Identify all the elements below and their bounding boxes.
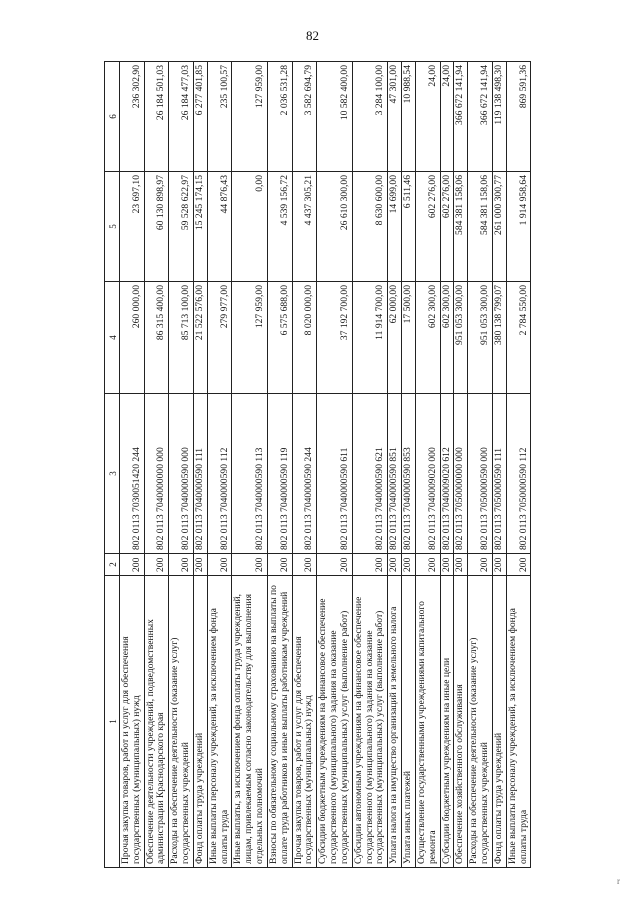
budget-code-cell: 802 0113 7040009020 000 xyxy=(415,394,440,554)
expense-name-cell: Уплата налога на имущество организаций и земельного налога xyxy=(388,576,402,868)
table-row xyxy=(415,62,440,868)
planned-amount-cell: 279 977,00 xyxy=(207,282,232,394)
budget-code-cell: 802 0113 7040000590 112 xyxy=(207,394,232,554)
planned-amount-cell: 8 020 000,00 xyxy=(292,282,317,394)
remaining-amount-cell: 26 184 501,03 xyxy=(144,62,169,172)
planned-amount-cell: 2 784 550,00 xyxy=(506,282,531,394)
planned-amount-cell: 6 575 688,00 xyxy=(267,282,292,394)
executed-amount-cell: 6 511,46 xyxy=(402,172,416,282)
executed-amount-cell: 584 381 158,06 xyxy=(468,172,493,282)
expense-name-cell: Расходы на обеспечение деятельности (оказание услуг) государственных учреждений xyxy=(169,576,194,868)
planned-amount-cell: 951 053 300,00 xyxy=(468,282,493,394)
executed-amount-cell: 59 528 622,97 xyxy=(169,172,194,282)
budget-code-cell: 802 0113 7040000590 113 xyxy=(232,394,267,554)
remaining-amount-cell: 127 959,00 xyxy=(232,62,267,172)
executed-amount-cell: 26 610 300,00 xyxy=(317,172,352,282)
remaining-amount-cell: 47 301,00 xyxy=(388,62,402,172)
expense-name-cell: Расходы на обеспечение деятельности (оказание услуг) государственных учреждений xyxy=(468,576,493,868)
table-row xyxy=(169,62,194,868)
table-row xyxy=(207,62,232,868)
executed-amount-cell: 602 276,00 xyxy=(415,172,440,282)
remaining-amount-cell: 869 591,36 xyxy=(506,62,531,172)
budget-code-cell: 802 0113 7040000590 621 xyxy=(352,394,387,554)
executed-amount-cell: 602 276,00 xyxy=(440,172,454,282)
table-header-row xyxy=(105,62,120,868)
table-row xyxy=(193,62,207,868)
expense-name-cell: Субсидии бюджетным учреждениям на иные цели xyxy=(440,576,454,868)
expense-name-cell: Иные выплаты, за исключением фонда оплаты труда учреждений, лицам, привлекаемым согласно законодательству для выполнения отдельных полномочий xyxy=(232,576,267,868)
budget-code-cell: 802 0113 7030051420 244 xyxy=(120,394,145,554)
table-row xyxy=(454,62,468,868)
table-row xyxy=(120,62,145,868)
budget-code-cell: 802 0113 7040000590 000 xyxy=(169,394,194,554)
group-code-cell: 200 xyxy=(232,554,267,576)
executed-amount-cell: 1 914 958,64 xyxy=(506,172,531,282)
budget-code-cell: 802 0113 7040000590 119 xyxy=(267,394,292,554)
planned-amount-cell: 602 300,00 xyxy=(415,282,440,394)
executed-amount-cell: 23 697,10 xyxy=(120,172,145,282)
table-row xyxy=(492,62,506,868)
remaining-amount-cell: 24,00 xyxy=(415,62,440,172)
header-cell: 1 xyxy=(105,576,120,868)
executed-amount-cell: 4 539 156,72 xyxy=(267,172,292,282)
group-code-cell: 200 xyxy=(388,554,402,576)
group-code-cell: 200 xyxy=(144,554,169,576)
planned-amount-cell: 127 959,00 xyxy=(232,282,267,394)
expense-name-cell: Иные выплаты персоналу учреждений, за исключением фонда оплаты труда xyxy=(207,576,232,868)
planned-amount-cell: 37 192 700,00 xyxy=(317,282,352,394)
expense-name-cell: Фонд оплаты труда учреждений xyxy=(193,576,207,868)
budget-code-cell: 802 0113 7040000000 000 xyxy=(144,394,169,554)
group-code-cell: 200 xyxy=(415,554,440,576)
table-row xyxy=(232,62,267,868)
budget-table-body xyxy=(105,62,531,868)
remaining-amount-cell: 366 672 141,94 xyxy=(468,62,493,172)
remaining-amount-cell: 10 582 400,00 xyxy=(317,62,352,172)
group-code-cell: 200 xyxy=(317,554,352,576)
planned-amount-cell: 951 053 300,00 xyxy=(454,282,468,394)
budget-code-cell: 802 0113 7040000590 851 xyxy=(388,394,402,554)
group-code-cell: 200 xyxy=(352,554,387,576)
remaining-amount-cell: 3 582 694,79 xyxy=(292,62,317,172)
executed-amount-cell: 8 630 600,00 xyxy=(352,172,387,282)
table-row xyxy=(440,62,454,868)
expense-name-cell: Субсидии бюджетным учреждениям на финансовое обеспечение государственного (муниципального) задания на оказание государственных (муниципальных) услуг (выполнение работ) xyxy=(317,576,352,868)
budget-code-cell: 802 0113 7050000590 112 xyxy=(506,394,531,554)
group-code-cell: 200 xyxy=(468,554,493,576)
executed-amount-cell: 14 699,00 xyxy=(388,172,402,282)
table-row xyxy=(292,62,317,868)
table-row xyxy=(468,62,493,868)
remaining-amount-cell: 26 184 477,03 xyxy=(169,62,194,172)
expense-name-cell: Иные выплаты персоналу учреждений, за исключением фонда оплаты труда xyxy=(506,576,531,868)
group-code-cell: 200 xyxy=(207,554,232,576)
planned-amount-cell: 17 500,00 xyxy=(402,282,416,394)
group-code-cell: 200 xyxy=(292,554,317,576)
header-cell: 3 xyxy=(105,394,120,554)
executed-amount-cell: 0,00 xyxy=(232,172,267,282)
table-row xyxy=(506,62,531,868)
remaining-amount-cell: 236 302,90 xyxy=(120,62,145,172)
table-row xyxy=(402,62,416,868)
remaining-amount-cell: 366 672 141,94 xyxy=(454,62,468,172)
budget-code-cell: 802 0113 7040000590 611 xyxy=(317,394,352,554)
expense-name-cell: Осуществление государственными учреждениями капитального ремонта xyxy=(415,576,440,868)
planned-amount-cell: 260 000,00 xyxy=(120,282,145,394)
planned-amount-cell: 21 522 576,00 xyxy=(193,282,207,394)
planned-amount-cell: 62 000,00 xyxy=(388,282,402,394)
expense-name-cell: Уплата иных платежей xyxy=(402,576,416,868)
group-code-cell: 200 xyxy=(267,554,292,576)
budget-table xyxy=(104,61,531,868)
planned-amount-cell: 85 713 100,00 xyxy=(169,282,194,394)
expense-name-cell: Фонд оплаты труда учреждений xyxy=(492,576,506,868)
rotated-table-frame xyxy=(104,62,529,868)
executed-amount-cell: 15 245 174,15 xyxy=(193,172,207,282)
expense-name-cell: Прочая закупка товаров, работ и услуг для обеспечения государственных (муниципальных) нужд xyxy=(120,576,145,868)
group-code-cell: 200 xyxy=(120,554,145,576)
table-row xyxy=(267,62,292,868)
group-code-cell: 200 xyxy=(169,554,194,576)
executed-amount-cell: 60 130 898,97 xyxy=(144,172,169,282)
executed-amount-cell: 44 876,43 xyxy=(207,172,232,282)
planned-amount-cell: 602 300,00 xyxy=(440,282,454,394)
header-cell: 6 xyxy=(105,62,120,172)
expense-name-cell: Обеспечение хозяйственного обслуживания xyxy=(454,576,468,868)
expense-name-cell: Взносы по обязательному социальному страхованию на выплаты по оплате труда работников и иные выплаты работникам учреждений xyxy=(267,576,292,868)
budget-code-cell: 802 0113 7040000590 244 xyxy=(292,394,317,554)
table-row xyxy=(388,62,402,868)
planned-amount-cell: 380 138 799,07 xyxy=(492,282,506,394)
planned-amount-cell: 86 315 400,00 xyxy=(144,282,169,394)
group-code-cell: 200 xyxy=(440,554,454,576)
group-code-cell: 200 xyxy=(492,554,506,576)
table-row xyxy=(352,62,387,868)
executed-amount-cell: 261 000 300,77 xyxy=(492,172,506,282)
remaining-amount-cell: 6 277 401,85 xyxy=(193,62,207,172)
group-code-cell: 200 xyxy=(454,554,468,576)
remaining-amount-cell: 2 036 531,28 xyxy=(267,62,292,172)
remaining-amount-cell: 119 138 498,30 xyxy=(492,62,506,172)
budget-code-cell: 802 0113 7040000590 111 xyxy=(193,394,207,554)
corner-mark: r xyxy=(617,876,620,886)
budget-code-cell: 802 0113 7050000590 111 xyxy=(492,394,506,554)
executed-amount-cell: 584 381 158,06 xyxy=(454,172,468,282)
expense-name-cell: Прочая закупка товаров, работ и услуг для обеспечения государственных (муниципальных) нужд xyxy=(292,576,317,868)
remaining-amount-cell: 10 988,54 xyxy=(402,62,416,172)
table-row xyxy=(144,62,169,868)
planned-amount-cell: 11 914 700,00 xyxy=(352,282,387,394)
expense-name-cell: Субсидии автономным учреждениям на финансовое обеспечение государственного (муниципального) задания на оказание государственных (муниципальных) услуг (выполнение работ) xyxy=(352,576,387,868)
expense-name-cell: Обеспечение деятельности учреждений, подведомственных администрации Краснодарского края xyxy=(144,576,169,868)
group-code-cell: 200 xyxy=(506,554,531,576)
budget-code-cell: 802 0113 7050000000 000 xyxy=(454,394,468,554)
executed-amount-cell: 4 437 305,21 xyxy=(292,172,317,282)
header-cell: 4 xyxy=(105,282,120,394)
budget-code-cell: 802 0113 7040000590 853 xyxy=(402,394,416,554)
rotated-table-area xyxy=(104,62,529,868)
group-code-cell: 200 xyxy=(193,554,207,576)
group-code-cell: 200 xyxy=(402,554,416,576)
budget-code-cell: 802 0113 7040009020 612 xyxy=(440,394,454,554)
budget-code-cell: 802 0113 7050000590 000 xyxy=(468,394,493,554)
header-cell: 2 xyxy=(105,554,120,576)
remaining-amount-cell: 24,00 xyxy=(440,62,454,172)
remaining-amount-cell: 235 100,57 xyxy=(207,62,232,172)
remaining-amount-cell: 3 284 100,00 xyxy=(352,62,387,172)
header-cell: 5 xyxy=(105,172,120,282)
page-number: 82 xyxy=(306,28,319,43)
table-row xyxy=(317,62,352,868)
